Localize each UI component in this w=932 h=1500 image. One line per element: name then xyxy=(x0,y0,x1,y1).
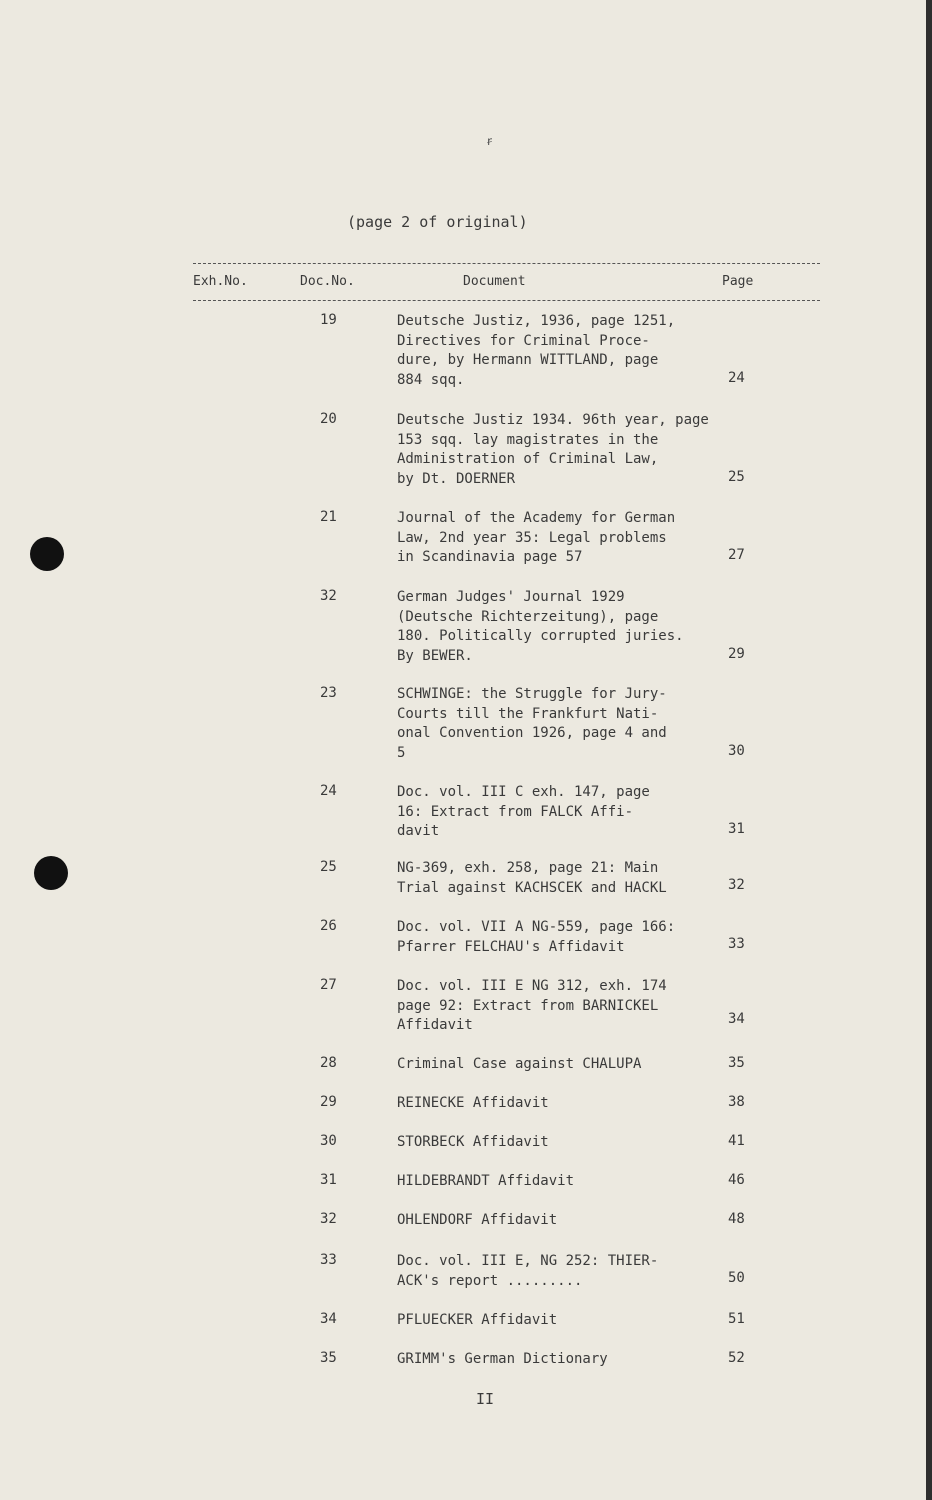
doc-number: 26 xyxy=(320,918,337,934)
page-number-cell: 27 xyxy=(728,547,745,563)
document-line: 16: Extract from FALCK Affi- xyxy=(397,803,634,820)
page-number-cell: 41 xyxy=(728,1133,745,1149)
document-line: Courts till the Frankfurt Nati- xyxy=(397,705,659,722)
document-description xyxy=(397,411,727,489)
document-description xyxy=(397,1311,727,1331)
document-description xyxy=(397,918,727,957)
document-line: HILDEBRANDT Affidavit xyxy=(397,1173,575,1189)
document-line: Doc. vol. III E NG 312, exh. 174 xyxy=(397,978,667,994)
document-line: Deutsche Justiz, 1936, page 1251, xyxy=(397,313,676,329)
page-number-cell: 51 xyxy=(728,1311,745,1327)
document-line: Directives for Criminal Proce- xyxy=(397,332,650,349)
document-line: ACK's report ......... xyxy=(397,1272,583,1289)
document-line: GRIMM's German Dictionary xyxy=(397,1351,608,1367)
page-number-cell: 31 xyxy=(728,821,745,837)
page-number-cell: 29 xyxy=(728,646,745,662)
page-number-cell: 52 xyxy=(728,1350,745,1366)
document-line: 5 xyxy=(397,744,406,761)
document-description xyxy=(397,783,727,842)
doc-number: 28 xyxy=(320,1055,337,1071)
header-rule-top xyxy=(193,263,820,264)
page-number-cell: 46 xyxy=(728,1172,745,1188)
document-line: SCHWINGE: the Struggle for Jury- xyxy=(397,686,667,702)
doc-number: 31 xyxy=(320,1172,337,1188)
header-exh-no: Exh.No. xyxy=(193,274,248,289)
header-doc-no: Doc.No. xyxy=(300,274,355,289)
document-line: NG-369, exh. 258, page 21: Main xyxy=(397,860,659,876)
document-description xyxy=(397,859,727,898)
document-line: Doc. vol. VII A NG-559, page 166: xyxy=(397,919,676,935)
doc-number: 32 xyxy=(320,1211,337,1227)
document-line: dure, by Hermann WITTLAND, page xyxy=(397,352,659,368)
document-description xyxy=(397,312,727,390)
page-subtitle: (page 2 of original) xyxy=(347,213,528,231)
document-line: PFLUECKER Affidavit xyxy=(397,1312,558,1328)
document-description xyxy=(397,1350,727,1370)
document-description xyxy=(397,1055,727,1075)
document-description xyxy=(397,1172,727,1192)
doc-number: 34 xyxy=(320,1311,337,1327)
page-number-cell: 25 xyxy=(728,469,745,485)
document-line: in Scandinavia page 57 xyxy=(397,549,583,565)
document-description xyxy=(397,1252,727,1291)
document-line: German Judges' Journal 1929 xyxy=(397,589,625,605)
document-description xyxy=(397,1133,727,1153)
punch-hole xyxy=(34,856,68,890)
page-edge xyxy=(926,0,932,1500)
document-line: Law, 2nd year 35: Legal problems xyxy=(397,529,667,546)
top-mark: ꞧ xyxy=(487,134,492,148)
document-line: STORBECK Affidavit xyxy=(397,1134,549,1150)
document-line: Affidavit xyxy=(397,1017,473,1033)
doc-number: 33 xyxy=(320,1252,337,1268)
document-line: 884 sqq. xyxy=(397,371,465,388)
doc-number: 24 xyxy=(320,783,337,799)
document-line: By BEWER. xyxy=(397,647,473,664)
document-description xyxy=(397,1211,727,1231)
document-line: Administration of Criminal Law, xyxy=(397,451,659,467)
page-number-cell: 50 xyxy=(728,1270,745,1286)
page-number-cell: 48 xyxy=(728,1211,745,1227)
doc-number: 30 xyxy=(320,1133,337,1149)
page-number-cell: 30 xyxy=(728,743,745,759)
document-line: 180. Politically corrupted juries. xyxy=(397,628,684,644)
doc-number: 21 xyxy=(320,509,337,525)
doc-number: 35 xyxy=(320,1350,337,1366)
document-line: 153 sqq. lay magistrates in the xyxy=(397,431,659,448)
document-line: Doc. vol. III E, NG 252: THIER- xyxy=(397,1253,659,1269)
doc-number: 27 xyxy=(320,977,337,993)
document-description xyxy=(397,588,727,666)
doc-number: 32 xyxy=(320,588,337,604)
header-document: Document xyxy=(463,274,526,289)
punch-hole xyxy=(30,537,64,571)
header-rule-bottom xyxy=(193,300,820,301)
page-number-cell: 38 xyxy=(728,1094,745,1110)
document-line: Trial against KACHSCEK and HACKL xyxy=(397,879,667,896)
doc-number: 19 xyxy=(320,312,337,328)
document-line: Journal of the Academy for German xyxy=(397,510,676,526)
document-line: Criminal Case against CHALUPA xyxy=(397,1056,642,1072)
document-line: Pfarrer FELCHAU's Affidavit xyxy=(397,938,625,955)
document-line: Deutsche Justiz 1934. 96th year, page xyxy=(397,412,709,428)
document-line: (Deutsche Richterzeitung), page xyxy=(397,608,659,625)
document-line: page 92: Extract from BARNICKEL xyxy=(397,997,659,1014)
document-description xyxy=(397,685,727,763)
header-page: Page xyxy=(722,274,754,289)
doc-number: 20 xyxy=(320,411,337,427)
document-line: REINECKE Affidavit xyxy=(397,1095,549,1111)
document-line: Doc. vol. III C exh. 147, page xyxy=(397,784,650,800)
document-line: OHLENDORF Affidavit xyxy=(397,1212,558,1228)
page-number-cell: 34 xyxy=(728,1011,745,1027)
page-number-cell: 35 xyxy=(728,1055,745,1071)
page-number-cell: 33 xyxy=(728,936,745,952)
page-number: II xyxy=(476,1390,495,1408)
document-description xyxy=(397,977,727,1036)
doc-number: 29 xyxy=(320,1094,337,1110)
document-line: by Dt. DOERNER xyxy=(397,470,516,487)
document-line: onal Convention 1926, page 4 and xyxy=(397,725,667,741)
document-description xyxy=(397,509,727,568)
document-description xyxy=(397,1094,727,1114)
page-number-cell: 32 xyxy=(728,877,745,893)
doc-number: 25 xyxy=(320,859,337,875)
doc-number: 23 xyxy=(320,685,337,701)
document-line: davit xyxy=(397,823,440,839)
page-number-cell: 24 xyxy=(728,370,745,386)
